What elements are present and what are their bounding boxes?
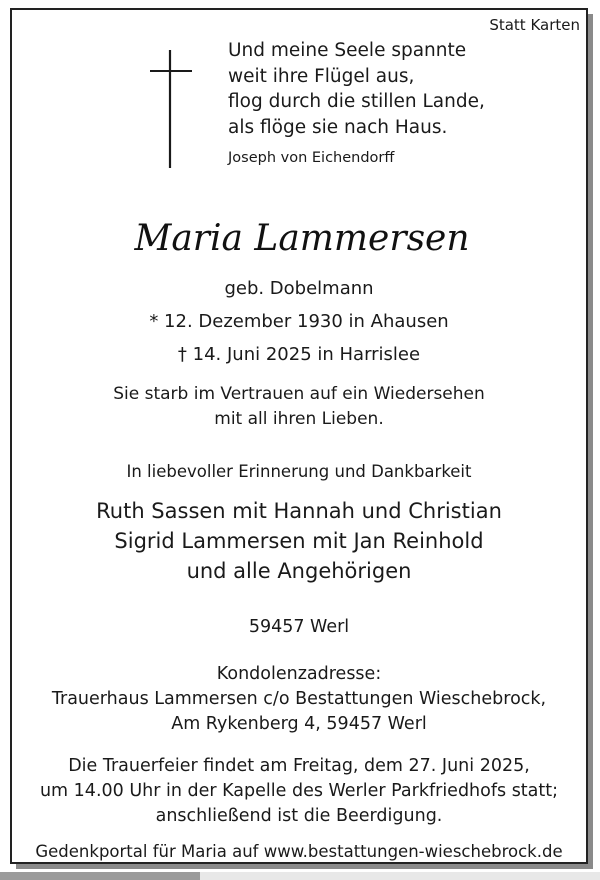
obituary-card	[10, 8, 588, 864]
service-line: anschließend ist die Beerdigung.	[155, 806, 443, 826]
mourners-list	[12, 496, 586, 586]
memorial-portal-link[interactable]: Gedenkportal für Maria auf www.bestattungen-wieschebrock.de	[35, 842, 563, 861]
condolence-address	[12, 662, 586, 737]
condolence-heading: Kondolenzadresse:	[216, 664, 382, 684]
mourner-line: Sigrid Lammersen mit Jan Reinhold	[114, 529, 484, 553]
mourner-line: und alle Angehörigen	[186, 559, 412, 583]
page-bottom-strip-dark	[0, 872, 200, 880]
death-date: † 14. Juni 2025 in Harrislee	[177, 344, 421, 365]
condolence-line: Trauerhaus Lammersen c/o Bestattungen Wieschebrock,	[51, 689, 547, 709]
service-line: um 14.00 Uhr in der Kapelle des Werler Parkfriedhofs statt;	[39, 781, 559, 801]
statt-karten-label: Statt Karten	[489, 16, 580, 34]
poem-line: als flöge sie nach Haus.	[228, 116, 448, 138]
poem-line: flog durch die stillen Lande,	[228, 91, 485, 112]
svg-text:Maria Lammersen: Maria Lammersen	[134, 218, 470, 259]
service-line: Die Trauerfeier findet am Freitag, dem 27. Juni 2025,	[68, 756, 530, 776]
mourner-line: Ruth Sassen mit Hannah und Christian	[96, 499, 502, 523]
condolence-line: Am Rykenberg 4, 59457 Werl	[171, 714, 427, 734]
deceased-name	[112, 206, 492, 268]
mourners-intro: In liebevoller Erinnerung und Dankbarkeit	[126, 462, 472, 481]
birth-name: geb. Dobelmann	[224, 278, 374, 299]
poem-author: Joseph von Eichendorff	[228, 150, 395, 166]
statement-line: Sie starb im Vertrauen auf ein Wiedersehen	[113, 384, 485, 404]
birth-date: * 12. Dezember 1930 in Ahausen	[149, 311, 449, 332]
statement-line: mit all ihren Lieben.	[214, 409, 384, 429]
card-shadow-right	[588, 14, 593, 866]
statement	[12, 382, 586, 432]
service-info	[12, 754, 586, 829]
location: 59457 Werl	[248, 617, 350, 637]
poem	[228, 38, 485, 140]
poem-line: weit ihre Flügel aus,	[228, 65, 415, 87]
poem-line: Und meine Seele spannte	[228, 40, 467, 61]
cross-icon	[148, 50, 194, 170]
card-shadow-bottom	[16, 864, 593, 869]
page-bottom-strip	[0, 872, 600, 880]
